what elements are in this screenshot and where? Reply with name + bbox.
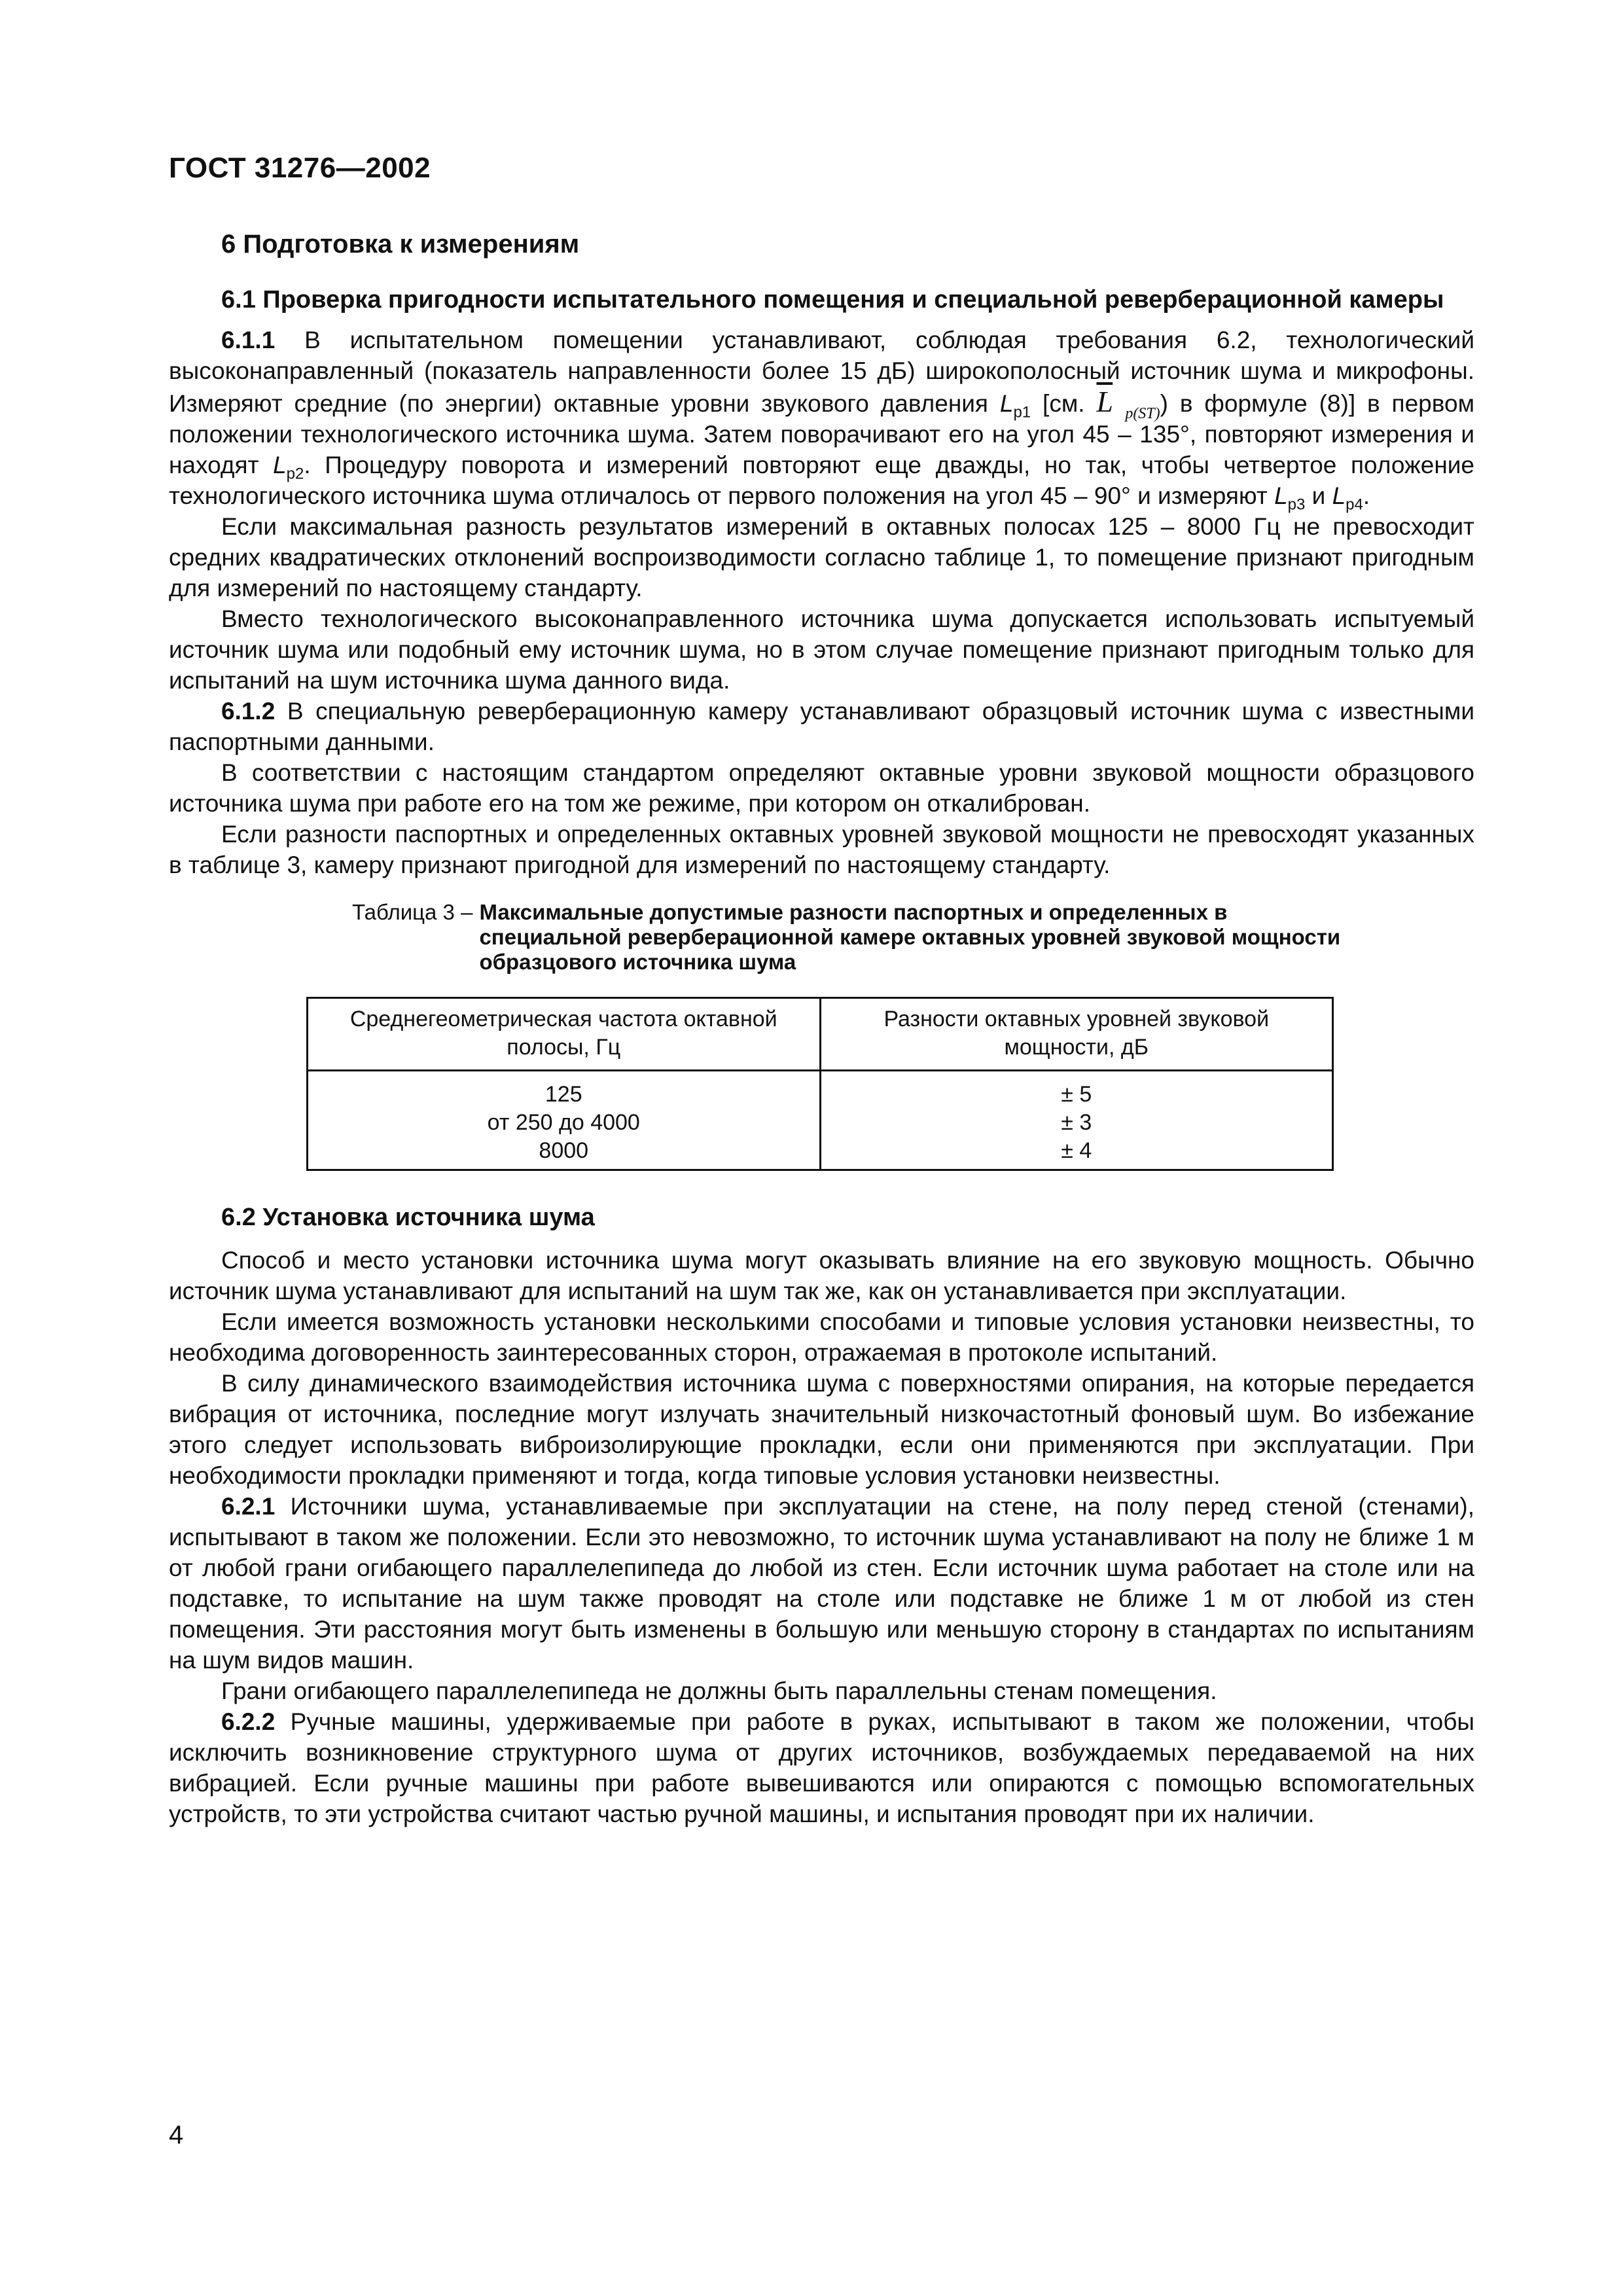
formula-L-pST: $\overline{L}$ $_{p(ST)}$: [1096, 385, 1160, 423]
frequency-cell: 125 от 250 до 4000 8000: [308, 1071, 821, 1170]
column-header-frequency: Среднегеометрическая частота октавной полосы, Гц: [308, 998, 821, 1071]
clause-text: В специальную реверберационную камеру устанавливают образцовый источник шума с известными паспортными данными.: [169, 698, 1474, 755]
paragraph: Если имеется возможность установки несколькими способами и типовые условия установки неизвестны, то необходима договоренность заинтересованных сторон, отражаемая в протоколе испытаний.: [169, 1308, 1474, 1366]
clause-text: В испытательном помещении устанавливают, соблюдая требования 6.2, технологический высоконаправленный (показатель направленности более 15 дБ) широкополосный источник шума и микрофоны. Измеряют средние (по энергии) октавные уровни звукового давления: [169, 327, 1474, 417]
paragraph: Вместо технологического высоконаправленного источника шума допускается использовать испытуемый источник шума или подобный ему источник шума, но в этом случае помещение признают пригодным только для испытаний на шум источника шума данного вида.: [169, 605, 1474, 694]
clause-6-1-1: 6.1.1 В испытательном помещении устанавливают, соблюдая требования 6.2, технологический высоконаправленный (показатель направленности более 15 дБ) широкополосный источник шума и микрофоны. Измеряют средние (по энергии) октавные уровни звукового давления $L_{p1}$ [см. $\overline{L}$ $_{p(ST)}$) в формуле (8)] в первом положении технологического источника шума. Затем поворачивают его на угол 45 – 135°, повторяют измерения и находят $L_{p2}$. Процедуру поворота и измерений повторяют еще дважды, но так, чтобы четвертое положение технологического источника шума отличалось от первого положения на угол 45 – 90° и измеряют $L_{p3}$ и $L_{p4}$.: [169, 327, 1475, 514]
paragraph: В силу динамического взаимодействия источника шума с поверхностями опирания, на которые передается вибрация от источника, последние могут излучать значительный низкочастотный фоновый шум. Во избежание этого следует использовать виброизолирующие прокладки, если они применяются при эксплуатации. При необходимости прокладки применяют и тогда, когда типовые условия установки неизвестны.: [169, 1370, 1474, 1489]
paragraph: В соответствии с настоящим стандартом определяют октавные уровни звуковой мощности образцового источника шума при работе его на том же режиме, при котором он откалиброван.: [169, 759, 1474, 817]
symbol-L: L: [999, 390, 1014, 417]
paragraph: Если максимальная разность результатов измерений в октавных полосах 125 – 8000 Гц не превосходит средних квадратических отклонений воспроизводимости согласно таблице 1, то помещение признают пригодным для измерений по настоящему стандарту.: [169, 513, 1474, 601]
page-body: [169, 229, 1474, 1829]
clause-number: 6.1.1: [221, 327, 276, 353]
document-header: ГОСТ 31276—2002: [169, 152, 431, 184]
clause-6-2-2: [169, 1706, 1474, 1829]
clause-number: 6.1.2: [221, 698, 276, 725]
clause-text: Источники шума, устанавливаемые при эксплуатации на стене, на полу перед стеной (стенами), испытывают в таком же положении. Если это невозможно, то источник шума устанавливают на полу не ближе 1 м от любой грани огибающего параллелепипеда до любой из стен. Если источник шума работает на столе или на подставке, то испытание на шум также проводят на столе или подставке не ближе 1 м от любой из стен помещения. Эти расстояния могут быть изменены в большую или меньшую сторону в стандартах по испытаниям на шум видов машин.: [169, 1493, 1474, 1674]
table-title: Максимальные допустимые разности паспортных и определенных в специальной реверберационной камере октавных уровней звуковой мощности образцового источника шума: [479, 900, 1341, 974]
paragraph: Грани огибающего параллелепипеда не должны быть параллельны стенам помещения.: [221, 1677, 1217, 1704]
table-3: [306, 997, 1334, 1171]
subsection-6-2-title: 6.2 Установка источника шума: [221, 1204, 595, 1231]
column-header-difference: Разности октавных уровней звуковой мощности, дБ: [820, 998, 1333, 1071]
table-3-caption: [352, 900, 1474, 975]
page-number: 4: [169, 2121, 184, 2149]
table-row: [308, 1071, 1333, 1170]
section-6-title: 6 Подготовка к измерениям: [221, 230, 580, 259]
paragraph: Если разности паспортных и определенных октавных уровней звуковой мощности не превосходят указанных в таблице 3, камеру признают пригодной для измерений по настоящему стандарту.: [169, 821, 1474, 878]
clause-text: Ручные машины, удерживаемые при работе в руках, испытывают в таком же положении, чтобы исключить возникновение структурного шума от других источников, возбуждаемых передаваемой на них вибрацией. Если ручные машины при работе вывешиваются или опираются с помощью вспомогательных устройств, то эти устройства считают частью ручной машины, и испытания проводят при их наличии.: [169, 1708, 1474, 1827]
symbol-sub: p1: [1013, 403, 1031, 422]
clause-6-1-2: [169, 696, 1474, 757]
clause-6-2-1: [169, 1491, 1474, 1676]
clause-number: 6.2.1: [221, 1493, 276, 1520]
table-label: Таблица 3 –: [352, 900, 473, 924]
paragraph: Способ и место установки источника шума могут оказывать влияние на его звуковую мощность. Обычно источник шума устанавливают для испытаний на шум так же, как он устанавливается при эксплуатации.: [169, 1247, 1474, 1304]
subsection-6-1-title: 6.1 Проверка пригодности испытательного помещения и специальной реверберационной камеры: [221, 286, 1444, 314]
clause-number: 6.2.2: [221, 1708, 276, 1735]
difference-cell: ± 5 ± 3 ± 4: [820, 1071, 1333, 1170]
